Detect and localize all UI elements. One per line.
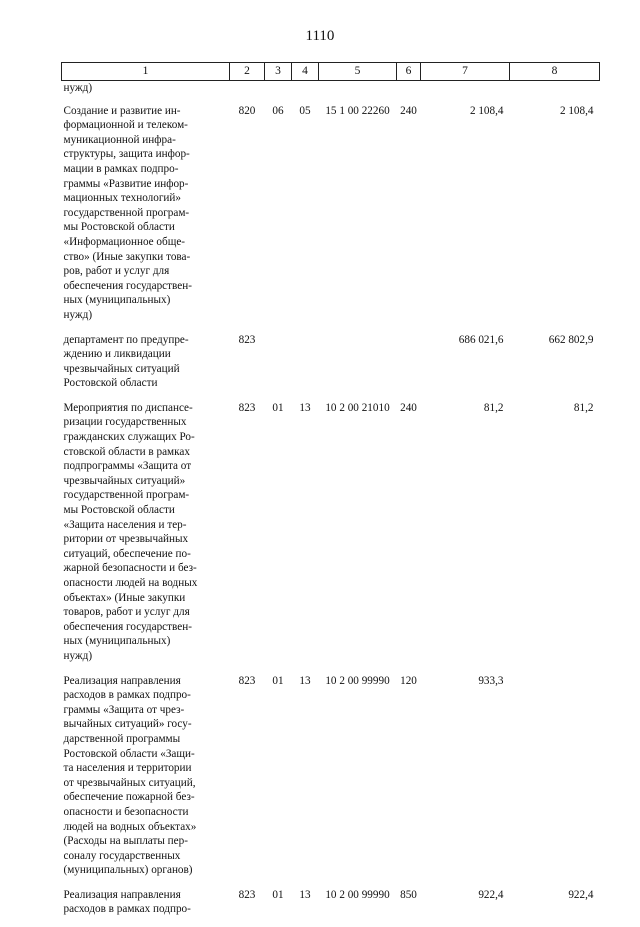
section-code: 01 (265, 401, 292, 674)
description-line: ждению и ликвидации (64, 347, 224, 362)
amount-year-2: 2 108,4 (510, 104, 600, 333)
description-line: ных (муниципальных) (64, 634, 224, 649)
description-line: людей на водных объектах» (64, 820, 224, 835)
description-line: расходов в рамках подпро- (64, 688, 224, 703)
grbs-code: 823 (230, 401, 265, 674)
header-row (62, 63, 600, 81)
grbs-code: 823 (230, 888, 265, 927)
table-body (62, 81, 600, 927)
target-item-code (319, 81, 397, 104)
target-item-code: 10 2 00 99990 (319, 674, 397, 888)
header-col-4: 4 (292, 63, 319, 81)
section-code: 01 (265, 674, 292, 888)
header-col-7: 7 (421, 63, 510, 81)
target-item-code: 10 2 00 99990 (319, 888, 397, 927)
section-code: 06 (265, 104, 292, 333)
description-line: обеспечения государствен- (64, 279, 224, 294)
description-line: Ростовской области (64, 376, 224, 391)
description-line: нужд) (64, 81, 224, 96)
page-number: 1110 (0, 28, 640, 45)
table-row (62, 888, 600, 927)
description-line: объектах» (Иные закупки (64, 591, 224, 606)
grbs-code: 823 (230, 333, 265, 401)
description-line: жарной безопасности и без- (64, 561, 224, 576)
description-line: ситуаций, обеспечение по- (64, 547, 224, 562)
description-line: та населения и территории (64, 761, 224, 776)
amount-year-2 (510, 81, 600, 104)
row-description (62, 888, 230, 927)
description-line: граммы «Развитие инфор- (64, 177, 224, 192)
description-line: департамент по предупре- (64, 333, 224, 348)
subsection-code: 13 (292, 888, 319, 927)
amount-year-1: 686 021,6 (421, 333, 510, 401)
subsection-code: 13 (292, 674, 319, 888)
table-row (62, 333, 600, 401)
description-line: ризации государственных (64, 415, 224, 430)
target-item-code (319, 333, 397, 401)
row-description (62, 104, 230, 333)
header-col-2: 2 (230, 63, 265, 81)
grbs-code: 823 (230, 674, 265, 888)
row-description (62, 401, 230, 674)
table-row (62, 401, 600, 674)
description-line: гражданских служащих Ро- (64, 430, 224, 445)
description-line: муникационной инфра- (64, 133, 224, 148)
description-line: обеспечения государствен- (64, 620, 224, 635)
row-description (62, 674, 230, 888)
description-line: Мероприятия по диспансе- (64, 401, 224, 416)
expense-type-code (397, 81, 421, 104)
description-line: от чрезвычайных ситуаций, (64, 776, 224, 791)
description-line: подпрограммы «Защита от (64, 459, 224, 474)
amount-year-2: 922,4 (510, 888, 600, 927)
subsection-code: 05 (292, 104, 319, 333)
description-line: нужд) (64, 649, 224, 664)
grbs-code (230, 81, 265, 104)
budget-table (61, 62, 600, 927)
amount-year-1: 933,3 (421, 674, 510, 888)
row-description (62, 81, 230, 104)
expense-type-code: 240 (397, 104, 421, 333)
description-line: «Защита населения и тер- (64, 518, 224, 533)
description-line: мационных технологий» (64, 191, 224, 206)
subsection-code (292, 333, 319, 401)
table-row (62, 81, 600, 104)
description-line: Реализация направления (64, 888, 224, 903)
target-item-code: 15 1 00 22260 (319, 104, 397, 333)
amount-year-1: 922,4 (421, 888, 510, 927)
description-line: ритории от чрезвычайных (64, 532, 224, 547)
description-line: государственной програм- (64, 206, 224, 221)
description-line: «Информационное обще- (64, 235, 224, 250)
description-line: граммы «Защита от чрез- (64, 703, 224, 718)
description-line: расходов в рамках подпро- (64, 902, 224, 917)
header-col-6: 6 (397, 63, 421, 81)
description-line: товаров, работ и услуг для (64, 605, 224, 620)
section-code (265, 333, 292, 401)
description-line: ство» (Иные закупки това- (64, 250, 224, 265)
amount-year-1 (421, 81, 510, 104)
grbs-code: 820 (230, 104, 265, 333)
description-line: ров, работ и услуг для (64, 264, 224, 279)
amount-year-2: 81,2 (510, 401, 600, 674)
subsection-code (292, 81, 319, 104)
description-line: Ростовской области «Защи- (64, 747, 224, 762)
description-line: мы Ростовской области (64, 503, 224, 518)
expense-type-code (397, 333, 421, 401)
description-line: стовской области в рамках (64, 445, 224, 460)
description-line: дарственной программы (64, 732, 224, 747)
description-line: (муниципальных) органов) (64, 863, 224, 878)
description-line: Реализация направления (64, 674, 224, 689)
description-line: обеспечение пожарной без- (64, 790, 224, 805)
amount-year-2: 662 802,9 (510, 333, 600, 401)
section-code: 01 (265, 888, 292, 927)
header-col-1: 1 (62, 63, 230, 81)
row-description (62, 333, 230, 401)
description-line: ных (муниципальных) (64, 293, 224, 308)
description-line: (Расходы на выплаты пер- (64, 834, 224, 849)
header-col-3: 3 (265, 63, 292, 81)
description-line: вычайных ситуаций» госу- (64, 717, 224, 732)
description-line: мы Ростовской области (64, 220, 224, 235)
expense-type-code: 850 (397, 888, 421, 927)
target-item-code: 10 2 00 21010 (319, 401, 397, 674)
subsection-code: 13 (292, 401, 319, 674)
description-line: формационной и телеком- (64, 118, 224, 133)
description-line: чрезвычайных ситуаций (64, 362, 224, 377)
amount-year-1: 81,2 (421, 401, 510, 674)
amount-year-1: 2 108,4 (421, 104, 510, 333)
header-col-8: 8 (510, 63, 600, 81)
table-row (62, 674, 600, 888)
description-line: государственной програм- (64, 488, 224, 503)
amount-year-2 (510, 674, 600, 888)
description-line: опасности людей на водных (64, 576, 224, 591)
description-line: нужд) (64, 308, 224, 323)
description-line: структуры, защита инфор- (64, 147, 224, 162)
expense-type-code: 240 (397, 401, 421, 674)
expense-type-code: 120 (397, 674, 421, 888)
description-line: чрезвычайных ситуаций» (64, 474, 224, 489)
description-line: мации в рамках подпро- (64, 162, 224, 177)
section-code (265, 81, 292, 104)
description-line: Создание и развитие ин- (64, 104, 224, 119)
description-line: соналу государственных (64, 849, 224, 864)
table-row (62, 104, 600, 333)
description-line: опасности и безопасности (64, 805, 224, 820)
header-col-5: 5 (319, 63, 397, 81)
